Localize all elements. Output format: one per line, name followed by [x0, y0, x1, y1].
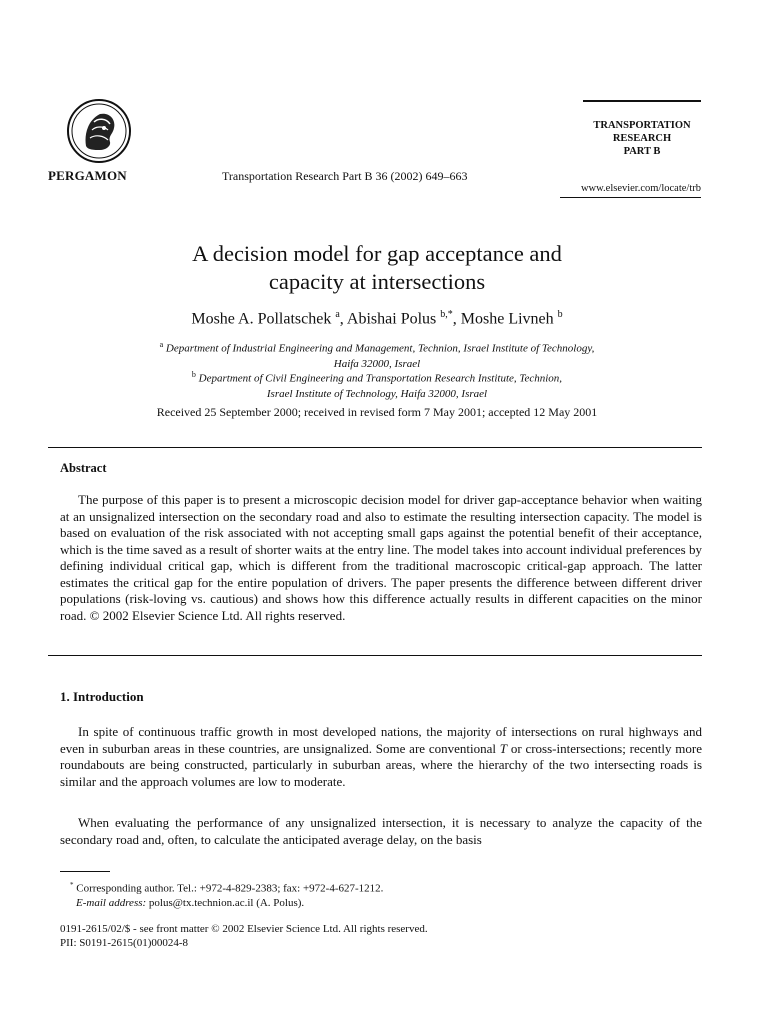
abstract-text: The purpose of this paper is to present a microscopic decision model for driver gap-acceptance behavior when waiting at an unsignalized intersection on the secondary road and also to estimate the resulting intersection capacity. The model is based on evaluation of the risk associated with not accepting small gaps against the potential benefit of their acceptance, which is the time saved as a result of shorter waits at the entry line. The model takes into account individual preferences by defining individual critical gap, which is different from the traditional macroscopic critical-gap approach. The latter estimates the critical gap for the entire population of drivers. The paper presents the difference between different driver populations (risk-loving vs. cautious) and shows how this difference actually results in different capacities on the minor road. © 2002 Elsevier Science Ltd. All rights reserved.	[60, 492, 702, 623]
corresponding-author-footnote	[60, 878, 700, 910]
journal-name-line: TRANSPORTATION	[593, 120, 691, 131]
affiliation-b	[48, 367, 706, 402]
elsevier-tree-emblem-icon	[66, 98, 132, 164]
affiliation-text: Haifa 32000, Israel	[333, 357, 421, 370]
affiliation-mark: b	[191, 370, 196, 379]
affiliation-text: Department of Industrial Engineering and Management, Technion, Israel Institute of Technology,	[165, 342, 595, 355]
abstract-bottom-rule	[48, 655, 702, 656]
author-name: Abishai Polus	[346, 310, 437, 328]
paragraph-text: or cross-intersections; recently more roundabouts are being constructed, particularly in suburban areas, where the hierarchy of the two intersecting roads is similar and the approach volumes are low to moderate.	[60, 740, 702, 789]
affiliation-mark: b	[557, 309, 563, 320]
introduction-paragraph	[60, 724, 702, 790]
journal-name-rule	[583, 100, 701, 102]
affiliation-mark: a	[335, 309, 340, 320]
journal-name-line: RESEARCH	[612, 133, 672, 144]
introduction-paragraph: When evaluating the performance of any unsignalized intersection, it is necessary to analyze the capacity of the secondary road and, often, to calculate the anticipated average delay, on the basis	[60, 815, 702, 847]
affiliation-text: Israel Institute of Technology, Haifa 32000, Israel	[266, 387, 488, 400]
author-name: Moshe A. Pollatschek	[191, 310, 332, 328]
copyright-line: 0191-2615/02/$ - see front matter © 2002 Elsevier Science Ltd. All rights reserved.	[60, 923, 428, 935]
journal-citation: Transportation Research Part B 36 (2002) 649–663	[222, 169, 468, 183]
paragraph-text: In spite of continuous traffic growth in most developed nations, the majority of intersections on rural highways and even in suburban areas in these countries, are unsignalized. Some are conventional	[60, 724, 702, 756]
affiliation-mark: b,*	[440, 309, 453, 320]
journal-url-link[interactable]: www.elsevier.com/locate/trb	[580, 183, 701, 194]
affiliation-mark: a	[159, 340, 164, 349]
footnote-text: Corresponding author. Tel.: +972-4-829-2383; fax: +972-4-627-1212.	[76, 882, 384, 895]
email-value: polus@tx.technion.ac.il (A. Polus).	[148, 896, 305, 909]
publisher-name: PERGAMON	[48, 168, 127, 183]
paragraph-italic-text: T	[499, 740, 508, 756]
affiliation-text: Department of Civil Engineering and Transportation Research Institute, Technion,	[198, 372, 563, 385]
author-list: Moshe A. Pollatschek $^a$, Abishai Polus $^{b,*}$, Moshe Livneh $^b$	[191, 309, 563, 328]
received-dates: Received 25 September 2000; received in revised form 7 May 2001; accepted 12 May 2001	[156, 405, 598, 419]
footnote-rule	[60, 871, 110, 872]
front-matter	[60, 922, 700, 950]
article-title-line: capacity at intersections	[268, 269, 486, 294]
journal-name-line: PART B	[623, 146, 661, 157]
abstract-heading: Abstract	[60, 461, 107, 475]
pii-line: PII: S0191-2615(01)00024-8	[60, 937, 189, 949]
article-title	[48, 240, 706, 296]
author-name: Moshe Livneh	[460, 310, 554, 328]
footnote-mark: *	[70, 881, 74, 889]
introduction-heading: 1. Introduction	[60, 689, 144, 704]
article-title-line: A decision model for gap acceptance and	[192, 241, 562, 266]
abstract-top-rule	[48, 447, 702, 448]
email-label: E-mail address:	[76, 896, 147, 909]
journal-name	[583, 119, 701, 158]
header-rule	[560, 197, 701, 198]
